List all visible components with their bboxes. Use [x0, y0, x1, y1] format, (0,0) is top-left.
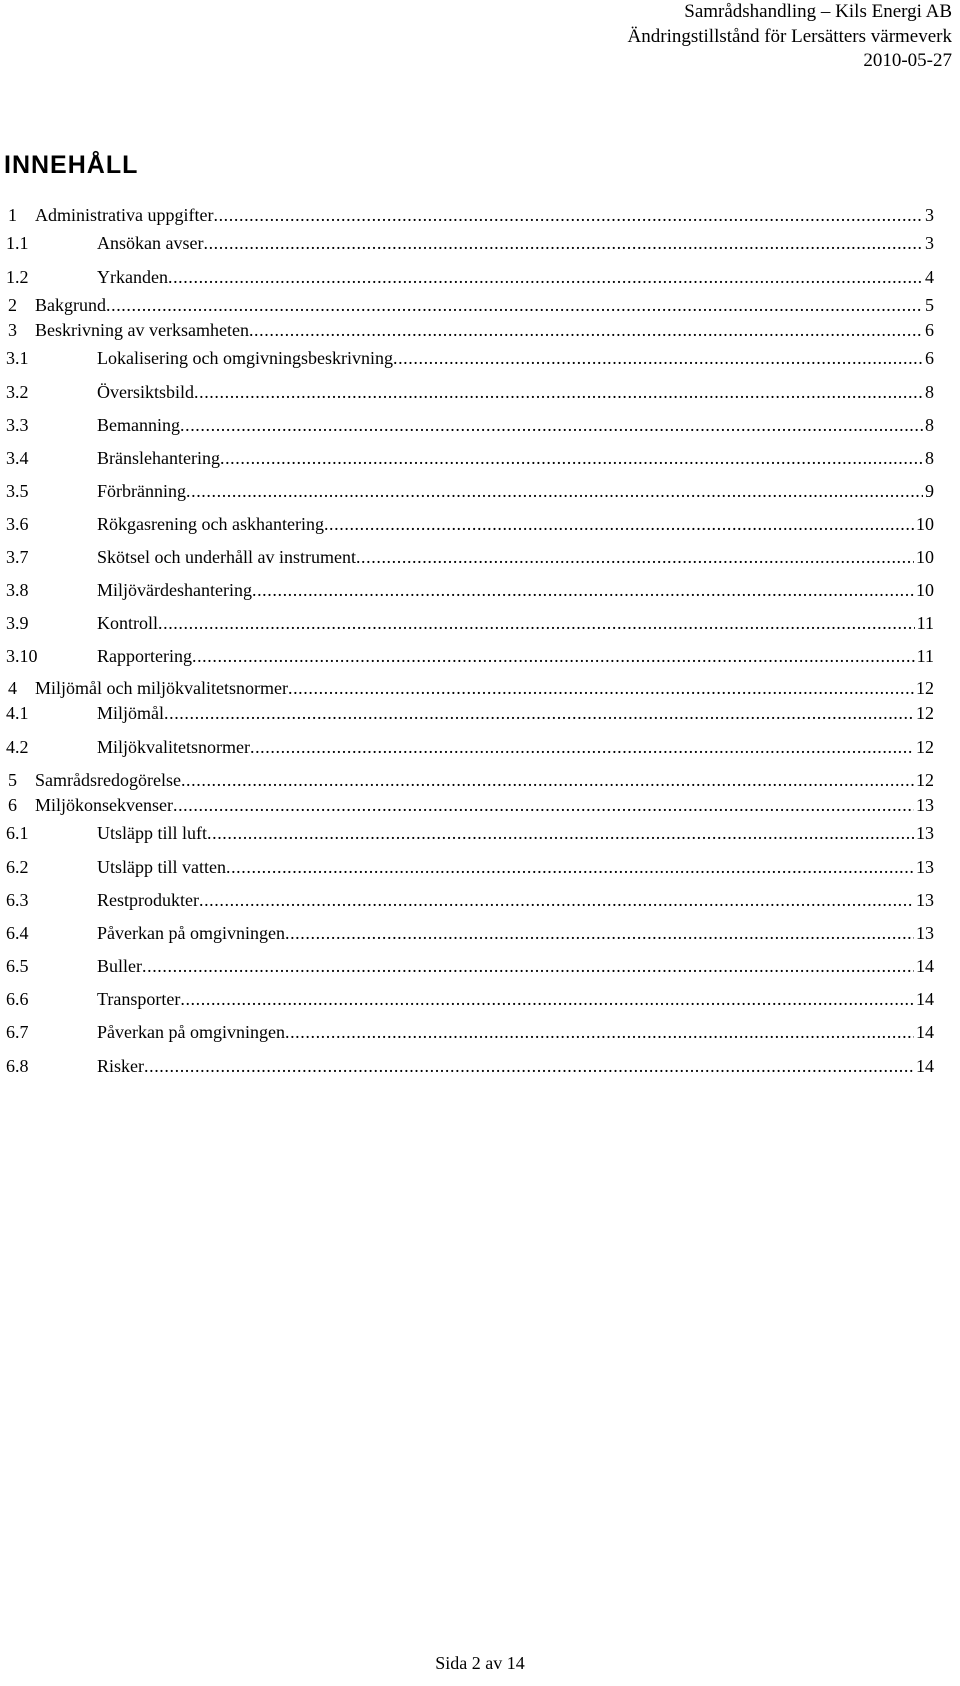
toc-dot-leader	[249, 319, 923, 341]
toc-entry-number: 1.1	[6, 233, 29, 253]
toc-entry-label: Buller	[97, 956, 142, 976]
toc-entry-page-number: 14	[916, 1056, 934, 1076]
toc-entry-page-number: 5	[925, 295, 934, 315]
toc-dot-leader	[192, 645, 915, 667]
toc-entry-label: Utsläpp till vatten	[97, 857, 226, 877]
toc-entry[interactable]	[0, 645, 960, 667]
toc-entry-page-number: 11	[916, 613, 934, 633]
toc-entry-number: 6.8	[6, 1056, 29, 1076]
toc-dot-leader	[199, 889, 914, 911]
toc-entry-label: Miljömål och miljökvalitetsnormer	[35, 678, 288, 698]
toc-entry-label: Översiktsbild	[97, 382, 194, 402]
toc-dot-leader	[203, 232, 923, 254]
toc-entry-label: Transporter	[97, 989, 181, 1009]
toc-entry-number: 4.1	[6, 703, 29, 723]
toc-entry[interactable]	[0, 889, 960, 911]
toc-entry[interactable]	[0, 856, 960, 878]
toc-entry-number: 1	[8, 205, 17, 225]
toc-entry-label: Administrativa uppgifter	[35, 205, 214, 225]
toc-entry-number: 4	[8, 678, 17, 698]
toc-entry-label: Ansökan avser	[97, 233, 204, 253]
toc-entry-number: 3.8	[6, 580, 29, 600]
header-document-subtitle: Ändringstillstånd för Lersätters värmeverk	[627, 25, 952, 47]
toc-entry-number: 6.5	[6, 956, 29, 976]
toc-entry-number: 3.10	[6, 646, 38, 666]
toc-entry[interactable]	[0, 204, 960, 226]
toc-entry-page-number: 6	[925, 348, 934, 368]
toc-dot-leader	[194, 381, 923, 403]
toc-entry-label: Bränslehantering	[97, 448, 220, 468]
page-footer: Sida 2 av 14	[435, 1653, 525, 1673]
toc-entry-page-number: 6	[925, 320, 934, 340]
toc-entry-page-number: 10	[916, 514, 934, 534]
toc-entry-number: 3	[8, 320, 17, 340]
toc-entry-number: 6.2	[6, 857, 29, 877]
toc-entry-number: 2	[8, 295, 17, 315]
toc-entry-page-number: 13	[916, 923, 934, 943]
toc-entry[interactable]	[0, 736, 960, 758]
toc-entry-label: Miljökonsekvenser	[35, 795, 173, 815]
toc-entry[interactable]	[0, 546, 960, 568]
toc-entry[interactable]	[0, 579, 960, 601]
toc-heading: INNEHÅLL	[4, 151, 139, 179]
toc-entry-page-number: 10	[916, 547, 934, 567]
toc-entry-label: Förbränning	[97, 481, 186, 501]
toc-entry[interactable]	[0, 232, 960, 254]
toc-entry[interactable]	[0, 266, 960, 288]
toc-dot-leader	[106, 294, 923, 316]
toc-dot-leader	[250, 736, 914, 758]
toc-dot-leader	[285, 922, 914, 944]
toc-entry-number: 3.9	[6, 613, 29, 633]
toc-entry-page-number: 13	[916, 857, 934, 877]
toc-entry[interactable]	[0, 988, 960, 1010]
toc-entry-label: Kontroll	[97, 613, 158, 633]
toc-entry-page-number: 14	[916, 1022, 934, 1042]
toc-entry-label: Restprodukter	[97, 890, 199, 910]
toc-entry-number: 3.4	[6, 448, 29, 468]
toc-dot-leader	[213, 204, 923, 226]
toc-entry-label: Samrådsredogörelse	[35, 770, 181, 790]
toc-entry-page-number: 12	[916, 703, 934, 723]
toc-entry[interactable]	[0, 794, 960, 816]
toc-dot-leader	[356, 546, 914, 568]
toc-entry-label: Yrkanden	[97, 267, 168, 287]
toc-dot-leader	[142, 955, 914, 977]
toc-entry-label: Utsläpp till luft	[97, 823, 207, 843]
toc-dot-leader	[180, 988, 914, 1010]
toc-dot-leader	[324, 513, 914, 535]
toc-dot-leader	[168, 266, 923, 288]
toc-dot-leader	[207, 822, 914, 844]
toc-entry[interactable]	[0, 769, 960, 791]
toc-entry[interactable]	[0, 480, 960, 502]
toc-entry-label: Rapportering	[97, 646, 192, 666]
toc-dot-leader	[186, 480, 923, 502]
toc-entry-page-number: 4	[925, 267, 934, 287]
toc-entry[interactable]	[0, 677, 960, 699]
toc-dot-leader	[158, 612, 915, 634]
toc-entry-page-number: 13	[916, 823, 934, 843]
toc-entry[interactable]	[0, 381, 960, 403]
toc-entry-number: 3.2	[6, 382, 29, 402]
toc-entry-page-number: 12	[916, 737, 934, 757]
toc-entry-label: Miljömål	[97, 703, 164, 723]
toc-dot-leader	[226, 856, 914, 878]
toc-dot-leader	[173, 794, 914, 816]
toc-dot-leader	[252, 579, 914, 601]
toc-entry-page-number: 12	[916, 770, 934, 790]
toc-entry-page-number: 14	[916, 956, 934, 976]
toc-entry-page-number: 8	[925, 415, 934, 435]
toc-entry-page-number: 9	[925, 481, 934, 501]
toc-entry-label: Bemanning	[97, 415, 180, 435]
toc-entry-number: 4.2	[6, 737, 29, 757]
toc-entry-number: 6.3	[6, 890, 29, 910]
toc-entry-label: Lokalisering och omgivningsbeskrivning	[97, 348, 393, 368]
toc-entry-label: Miljökvalitetsnormer	[97, 737, 250, 757]
toc-entry-number: 3.6	[6, 514, 29, 534]
toc-entry-number: 3.1	[6, 348, 29, 368]
toc-entry-number: 3.3	[6, 415, 29, 435]
toc-entry[interactable]	[0, 922, 960, 944]
toc-dot-leader	[393, 347, 923, 369]
toc-entry-page-number: 10	[916, 580, 934, 600]
toc-entry[interactable]	[0, 702, 960, 724]
toc-entry[interactable]	[0, 513, 960, 535]
toc-dot-leader	[285, 1021, 914, 1043]
toc-entry[interactable]	[0, 612, 960, 634]
toc-entry-label: Bakgrund	[35, 295, 106, 315]
toc-dot-leader	[181, 769, 914, 791]
toc-entry-page-number: 14	[916, 989, 934, 1009]
toc-entry[interactable]	[0, 1021, 960, 1043]
toc-entry-label: Beskrivning av verksamheten	[35, 320, 249, 340]
toc-entry-number: 6.7	[6, 1022, 29, 1042]
toc-entry[interactable]	[0, 347, 960, 369]
toc-entry-page-number: 11	[916, 646, 934, 666]
toc-entry-page-number: 8	[925, 448, 934, 468]
toc-dot-leader	[164, 702, 914, 724]
toc-entry[interactable]	[0, 955, 960, 977]
toc-entry-label: Påverkan på omgivningen	[97, 1022, 285, 1042]
toc-entry-number: 3.7	[6, 547, 29, 567]
toc-entry-page-number: 3	[925, 205, 934, 225]
toc-entry-page-number: 3	[925, 233, 934, 253]
toc-entry[interactable]	[0, 319, 960, 341]
toc-dot-leader	[288, 677, 914, 699]
toc-entry-label: Påverkan på omgivningen	[97, 923, 285, 943]
toc-entry-number: 3.5	[6, 481, 29, 501]
toc-entry-number: 1.2	[6, 267, 29, 287]
toc-entry-page-number: 12	[916, 678, 934, 698]
toc-entry[interactable]	[0, 414, 960, 436]
toc-entry-label: Risker	[97, 1056, 144, 1076]
toc-dot-leader	[144, 1055, 914, 1077]
toc-entry-number: 6.4	[6, 923, 29, 943]
header-document-title: Samrådshandling – Kils Energi AB	[684, 1, 952, 22]
toc-entry-number: 5	[8, 770, 17, 790]
toc-entry-page-number: 13	[916, 890, 934, 910]
toc-entry-number: 6	[8, 795, 17, 815]
toc-entry[interactable]	[0, 447, 960, 469]
toc-entry-label: Miljövärdeshantering	[97, 580, 252, 600]
header-date: 2010-05-27	[863, 50, 952, 71]
toc-entry[interactable]	[0, 1055, 960, 1077]
toc-entry[interactable]	[0, 822, 960, 844]
toc-entry-number: 6.6	[6, 989, 29, 1009]
toc-entry[interactable]	[0, 294, 960, 316]
toc-entry-page-number: 8	[925, 382, 934, 402]
toc-entry-label: Skötsel och underhåll av instrument	[97, 547, 356, 567]
toc-entry-label: Rökgasrening och askhantering	[97, 514, 324, 534]
toc-dot-leader	[180, 414, 923, 436]
toc-entry-number: 6.1	[6, 823, 29, 843]
toc-entry-page-number: 13	[916, 795, 934, 815]
toc-dot-leader	[220, 447, 923, 469]
